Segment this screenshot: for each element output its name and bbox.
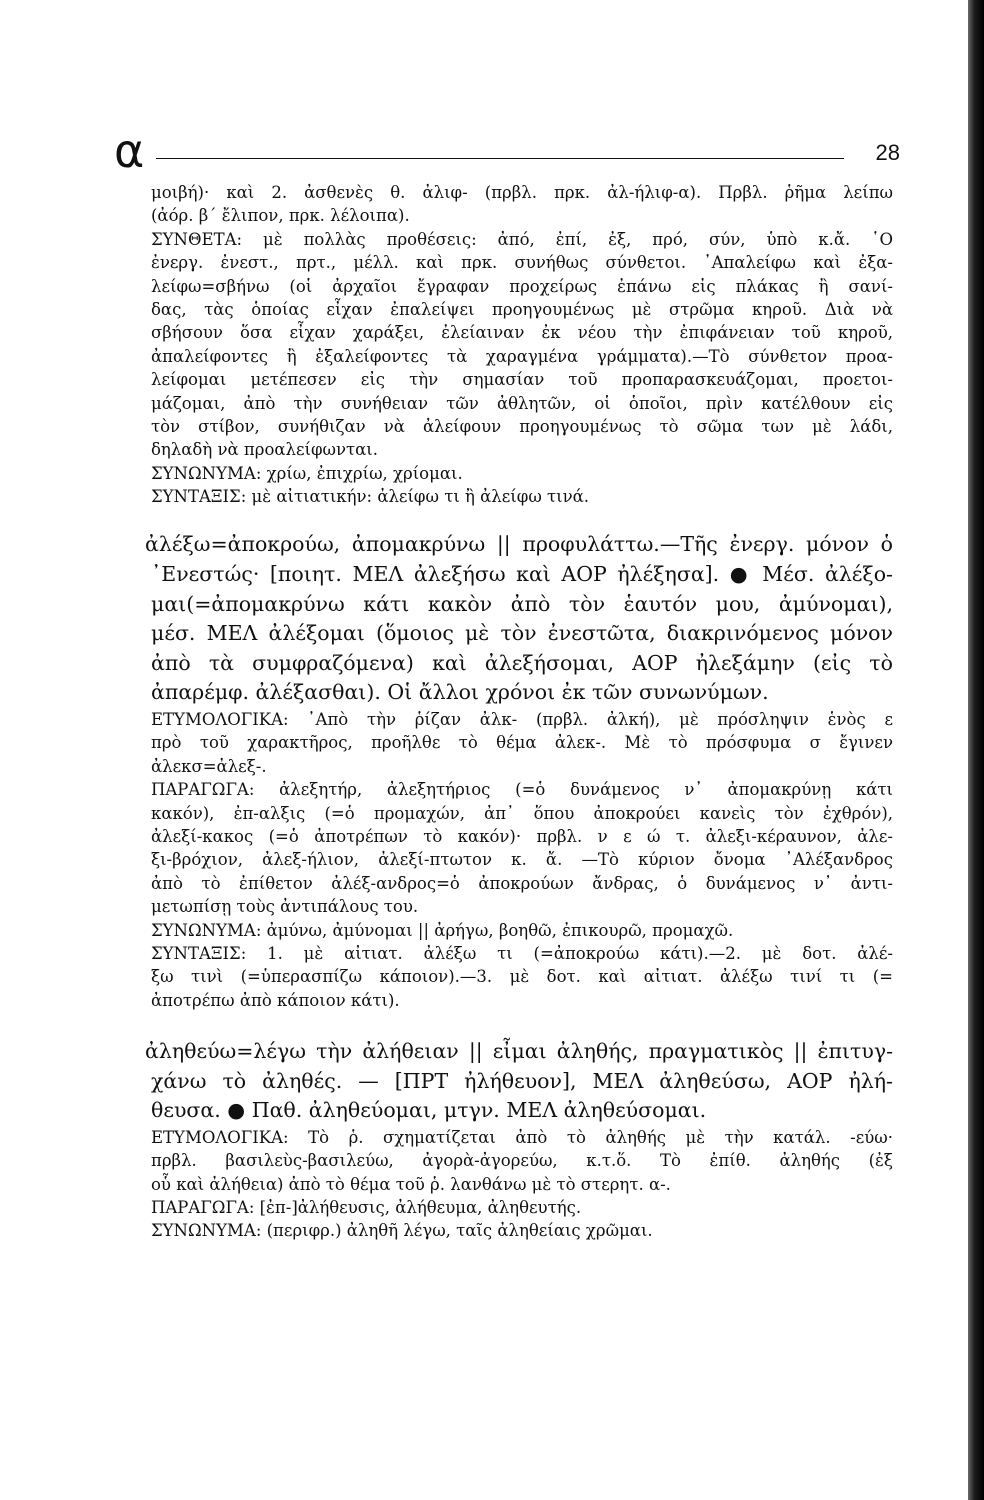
derivatives-line: ΠΑΡΑΓΩΓΑ: ἀλεξητήρ, ἀλεξητήριος (=ὁ δυνάμενος ν᾿ ἀπομακρύνῃ κάτι xyxy=(151,780,893,800)
text-line: ἀπὸ τὰ συμφραζόμενα) καὶ ἀλεξήσομαι, ΑΟΡ ἠλεξάμην (εἰς τὸ xyxy=(151,650,893,675)
text-line: πρὸ τοῦ χαρακτῆρος, προῆλθε τὸ θέμα ἀλεκ-. Μὲ τὸ πρόσφυμα σ ἔγινεν xyxy=(151,733,893,753)
syntax-line: ΣΥΝΤΑΞΙΣ: μὲ αἰτιατικήν: ἀλείφω τι ἢ ἀλείφω τινά. xyxy=(151,487,590,507)
text-line: μέσ. ΜΕΛ ἀλέξομαι (ὅμοιος μὲ τὸν ἐνεστῶτα, διακρινόμενος μόνον xyxy=(151,621,893,646)
syntax-line: ΣΥΝΤΑΞΙΣ: 1. μὲ αἰτιατ. ἀλέξω τι (=ἀποκρούω κάτι).—2. μὲ δοτ. ἀλέ- xyxy=(151,943,893,963)
derivatives-line: ΠΑΡΑΓΩΓΑ: [ἐπ-]ἀλήθευσις, ἀλήθευμα, ἀληθευτής. xyxy=(151,1198,582,1218)
text-line: ἀποτρέπω ἀπὸ κάποιον κάτι). xyxy=(151,990,400,1010)
text-line: πρβλ. βασιλεὺς-βασιλεύω, ἀγορὰ-ἀγορεύω, κ.τ.ὅ. Τὸ ἐπίθ. ἀληθής (ἐξ xyxy=(151,1151,893,1171)
etymology-line: ΕΤΥΜΟΛΟΓΙΚΑ: ᾿Απὸ τὴν ῥίζαν ἀλκ- (πρβλ. ἀλκή), μὲ πρόσληψιν ἑνὸς ε xyxy=(151,710,893,730)
text-line: λείφω=σβήνω (οἱ ἀρχαῖοι ἔγραφαν προχείρως ἐπάνω εἰς πλάκας ἢ σανί- xyxy=(151,276,893,296)
text-line: ΣΥΝΘΕΤΑ: μὲ πολλὰς προθέσεις: ἀπό, ἐπί, ἐξ, πρό, σύν, ὑπὸ κ.ἄ. ῾Ο xyxy=(151,229,893,249)
text-line: μετωπίσῃ τοὺς ἀντιπάλους του. xyxy=(151,897,419,917)
text-line: χάνω τὸ ἀληθές. — [ΠΡΤ ἠλήθευον], ΜΕΛ ἀληθεύσω, ΑΟΡ ἠλή- xyxy=(151,1068,893,1093)
text-line: ἀπαρέμφ. ἀλέξασθαι). Οἱ ἄλλοι χρόνοι ἐκ τῶν συνωνύμων. xyxy=(151,680,769,705)
text-line: μάζομαι, ἀπὸ τὴν συνήθειαν τῶν ἀθλητῶν, οἱ ὁποῖοι, πρὶν κατέλθουν εἰς xyxy=(151,393,893,413)
text-line: λείφομαι μετέπεσεν εἰς τὴν σημασίαν τοῦ προπαρασκευάζομαι, προετοι- xyxy=(151,370,893,390)
synonyms-line: ΣΥΝΩΝΥΜΑ: ἀμύνω, ἀμύνομαι || ἀρήγω, βοηθῶ, ἐπικουρῶ, προμαχῶ. xyxy=(151,920,734,940)
text-line: ξι-βρόχιον, ἀλεξ-ήλιον, ἀλεξί-πτωτον κ. ἄ. —Τὸ κύριον ὄνομα ᾿Αλέξανδρος xyxy=(151,850,893,870)
section-letter: α xyxy=(114,124,145,178)
text-line: μαι(=ἀπομακρύνω κάτι κακὸν ἀπὸ τὸν ἑαυτόν μου, ἀμύνομαι), xyxy=(151,591,893,616)
headword-line: ἀληθεύω=λέγω τὴν ἀλήθειαν || εἶμαι ἀληθής, πραγματικὸς || ἐπιτυγ- xyxy=(145,1039,893,1064)
text-line: οὗ καὶ ἀλήθεια) ἀπὸ τὸ θέμα τοῦ ῥ. λανθάνω μὲ τὸ στερητ. α-. xyxy=(151,1174,671,1194)
headword-line: ἀλέξω=ἀποκρούω, ἀπομακρύνω || προφυλάττω.—Τῆς ἐνεργ. μόνον ὁ xyxy=(145,532,893,557)
text-line: ἐνεργ. ἐνεστ., πρτ., μέλλ. καὶ πρκ. συνήθως σύνθετοι. ᾿Απαλείφω καὶ ἐξα- xyxy=(151,253,893,273)
etymology-line: ΕΤΥΜΟΛΟΓΙΚΑ: Τὸ ῥ. σχηματίζεται ἀπὸ τὸ ἀληθής μὲ τὴν κατάλ. -εύω· xyxy=(151,1127,893,1147)
entry-alexo xyxy=(145,530,893,1012)
text-line: ἀπαλείφοντες ἢ ἐξαλείφοντες τὰ χαραγμένα γράμματα).—Τὸ σύνθετον προα- xyxy=(151,346,893,366)
page-header xyxy=(114,124,900,188)
text-line: σβήσουν ὅσα εἶχαν χαράξει, ἐλείαιναν ἐκ νέου τὴν ἐπιφάνειαν τοῦ κηροῦ, xyxy=(151,323,893,343)
text-line: ἀλεκσ=ἀλεξ-. xyxy=(151,756,267,776)
text-line: μοιβή)· καὶ 2. ἀσθενὲς θ. ἀλιφ- (πρβλ. πρκ. ἀλ-ήλιφ-α). Πρβλ. ῥῆμα λείπω xyxy=(151,183,893,202)
text-line: θευσα. ● Παθ. ἀληθεύομαι, μτγν. ΜΕΛ ἀληθεύσομαι. xyxy=(151,1098,707,1123)
text-line: (ἀόρ. β΄ ἔλιπον, πρκ. λέλοιπα). xyxy=(151,206,410,226)
entry-alleipho-continuation xyxy=(151,181,893,508)
synonyms-line: ΣΥΝΩΝΥΜΑ: (περιφρ.) ἀληθῆ λέγω, ταῖς ἀληθείαις χρῶμαι. xyxy=(151,1221,653,1241)
text-line: ἀλεξί-κακος (=ὁ ἀποτρέπων τὸ κακόν)· πρβλ. ν ε ώ τ. ἀλεξι-κέραυνον, ἀλε- xyxy=(151,826,893,846)
text-line: δηλαδὴ νὰ προαλείφωνται. xyxy=(151,440,379,460)
header-rule xyxy=(156,158,844,159)
synonyms-line: ΣΥΝΩΝΥΜΑ: χρίω, ἐπιχρίω, χρίομαι. xyxy=(151,463,463,483)
text-line: ᾿Ενεστώς· [ποιητ. ΜΕΛ ἀλεξήσω καὶ ΑΟΡ ἠλέξησα]. ● Μέσ. ἀλέξο- xyxy=(151,562,893,587)
text-line: ἀπὸ τὸ ἐπίθετον ἀλέξ-ανδρος=ὁ ἀποκρούων ἄνδρας, ὁ δυνάμενος ν᾿ ἀντι- xyxy=(151,873,893,893)
entry-aletheuo xyxy=(145,1037,893,1243)
page-edge-shadow xyxy=(968,0,984,1500)
text-line: τὸν στίβον, συνήθιζαν νὰ ἀλείφουν προηγουμένως τὸ σῶμα των μὲ λάδι, xyxy=(151,416,893,436)
text-line: δας, τὰς ὁποίας εἶχαν ἐπαλείψει προηγουμένως μὲ στρῶμα κηροῦ. Διὰ νὰ xyxy=(151,299,893,319)
page-content xyxy=(145,181,893,1243)
entry-gap xyxy=(151,508,893,530)
text-line: ξω τινὶ (=ὑπερασπίζω κάποιον).—3. μὲ δοτ. καὶ αἰτιατ. ἀλέξω τινί τι (= xyxy=(151,967,893,987)
entry-gap xyxy=(151,1012,893,1037)
text-line: κακόν), ἐπ-αλξις (=ὁ προμαχών, ἀπ᾿ ὅπου ἀποκρούει κανεὶς τὸν ἐχθρόν), xyxy=(151,803,893,823)
page-number: 28 xyxy=(875,140,900,165)
